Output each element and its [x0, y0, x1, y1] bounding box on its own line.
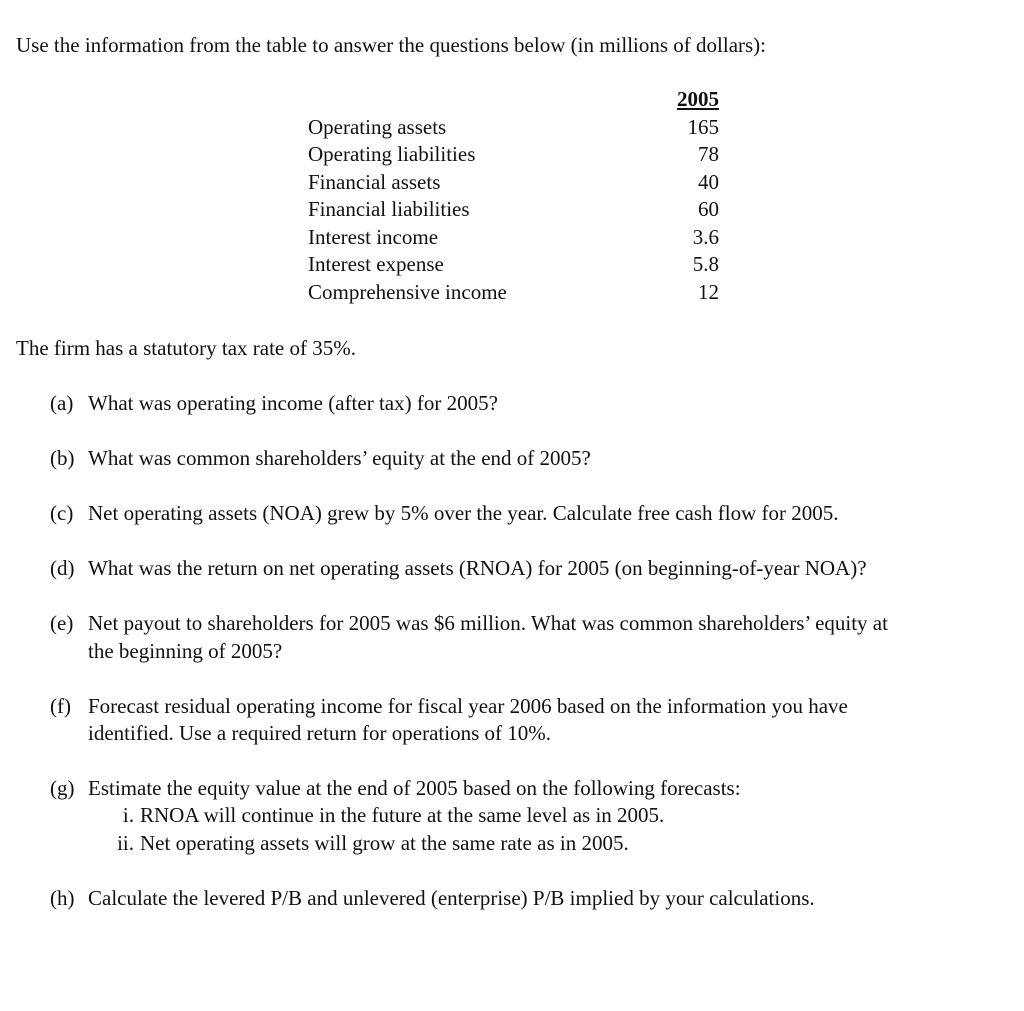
row-value: 3.6 — [692, 225, 719, 249]
question-letter: (e) — [50, 611, 74, 635]
intro-text: Use the information from the table to answer the questions below (in millions of dollars): — [16, 33, 767, 57]
sub-item-text: Net operating assets will grow at the same rate as in 2005. — [140, 831, 629, 855]
question-letter: (g) — [50, 776, 75, 800]
question-text: the beginning of 2005? — [88, 639, 283, 663]
question-text: What was operating income (after tax) for 2005? — [88, 391, 498, 415]
table-header-year: 2005 — [677, 87, 719, 111]
question-letter: (d) — [50, 556, 75, 580]
row-label: Interest expense — [308, 252, 444, 276]
row-value: 78 — [698, 142, 719, 166]
question-text: Forecast residual operating income for fiscal year 2006 based on the information you have — [88, 694, 848, 718]
row-value: 5.8 — [692, 252, 719, 276]
sub-item-text: RNOA will continue in the future at the same level as in 2005. — [140, 803, 665, 827]
sub-item-number: ii. — [117, 831, 134, 855]
question-letter: (a) — [50, 391, 74, 415]
row-label: Interest income — [308, 225, 439, 249]
question-text: Estimate the equity value at the end of 2005 based on the following forecasts: — [88, 776, 741, 800]
row-value: 60 — [698, 197, 719, 221]
question-letter: (f) — [50, 694, 71, 718]
question-text: Net operating assets (NOA) grew by 5% over the year. Calculate free cash flow for 2005. — [88, 501, 839, 525]
row-label: Comprehensive income — [308, 280, 507, 304]
question-letter: (b) — [50, 446, 75, 470]
question-text: What was the return on net operating assets (RNOA) for 2005 (on beginning-of-year NOA)? — [88, 556, 867, 580]
row-value: 40 — [698, 170, 719, 194]
row-label: Operating assets — [308, 115, 447, 139]
question-text: identified. Use a required return for operations of 10%. — [88, 721, 552, 745]
row-value: 165 — [687, 115, 719, 139]
question-letter: (h) — [50, 886, 75, 910]
row-label: Operating liabilities — [308, 142, 476, 166]
row-label: Financial assets — [308, 170, 441, 194]
row-value: 12 — [698, 280, 719, 304]
tax-note: The firm has a statutory tax rate of 35%. — [16, 336, 356, 360]
question-text: Net payout to shareholders for 2005 was $6 million. What was common shareholders’ equity at — [88, 611, 888, 635]
sub-item-number: i. — [122, 803, 134, 827]
question-text: Calculate the levered P/B and unlevered (enterprise) P/B implied by your calculations. — [88, 886, 815, 910]
row-label: Financial liabilities — [308, 197, 470, 221]
question-letter: (c) — [50, 501, 74, 525]
question-text: What was common shareholders’ equity at the end of 2005? — [88, 446, 591, 470]
